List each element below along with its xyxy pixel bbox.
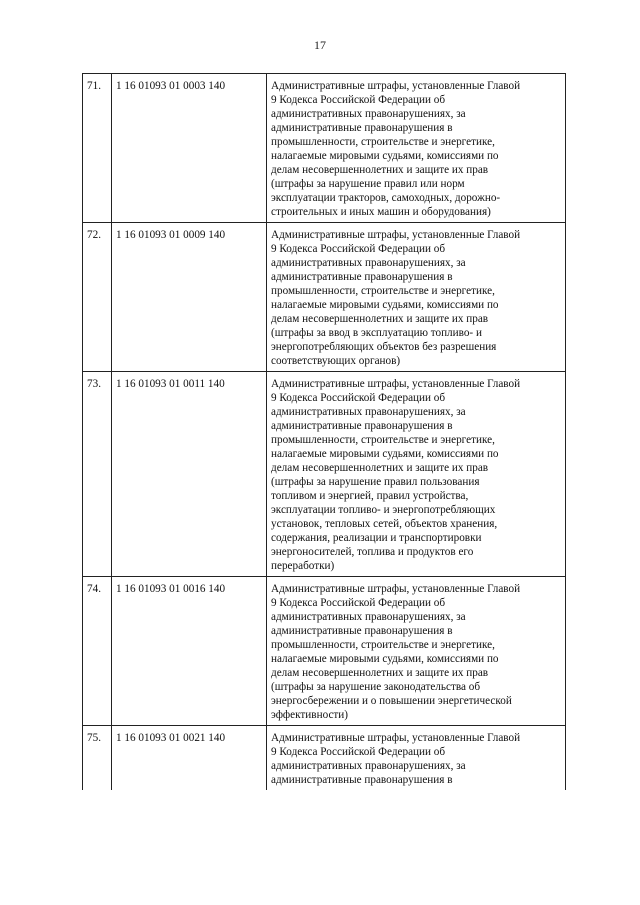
description-line: 9 Кодекса Российской Федерации об [271, 597, 446, 609]
description-line: делам несовершеннолетних и защите их прав [271, 462, 489, 474]
description-line: налагаемые мировыми судьями, комиссиями по [271, 150, 499, 162]
row-number: 71. [83, 74, 112, 223]
description-line: (штрафы за нарушение законодательства об [271, 681, 481, 693]
description-line: 9 Кодекса Российской Федерации об [271, 94, 446, 106]
description-line: эксплуатации топливо- и энергопотребляющих [271, 504, 496, 516]
description-line: (штрафы за нарушение правил пользования [271, 476, 480, 488]
row-number: 72. [83, 223, 112, 372]
description-line: административные правонарушения в [271, 625, 453, 637]
description-line: Административные штрафы, установленные Главой [271, 583, 521, 595]
description-line: энергосбережении и о повышении энергетической [271, 695, 512, 707]
description-line: 9 Кодекса Российской Федерации об [271, 746, 446, 758]
description-line: строительных и иных машин и оборудования) [271, 206, 491, 218]
description-line: промышленности, строительстве и энергетике, [271, 285, 495, 297]
description-line: делам несовершеннолетних и защите их прав [271, 313, 489, 325]
description-line: налагаемые мировыми судьями, комиссиями по [271, 299, 499, 311]
row-description [267, 726, 566, 791]
description-line: эффективности) [271, 709, 349, 721]
description-line: административных правонарушениях, за [271, 108, 466, 120]
description-line: энергоносителей, топлива и продуктов его [271, 546, 474, 558]
description-line: делам несовершеннолетних и защите их прав [271, 164, 489, 176]
description-line: административных правонарушениях, за [271, 406, 466, 418]
table-row [83, 577, 566, 726]
row-number: 73. [83, 372, 112, 577]
budget-code: 1 16 01093 01 0011 140 [112, 372, 267, 577]
description-line: 9 Кодекса Российской Федерации об [271, 392, 446, 404]
description-line: налагаемые мировыми судьями, комиссиями по [271, 653, 499, 665]
budget-codes-table [82, 73, 566, 790]
description-line: энергопотребляющих объектов без разрешения [271, 341, 497, 353]
description-line: топливом и энергией, правил устройства, [271, 490, 469, 502]
row-number: 75. [83, 726, 112, 791]
description-line: административных правонарушениях, за [271, 611, 466, 623]
description-line: делам несовершеннолетних и защите их прав [271, 667, 489, 679]
description-line: административные правонарушения в [271, 774, 453, 786]
description-line: Административные штрафы, установленные Главой [271, 378, 521, 390]
budget-code: 1 16 01093 01 0016 140 [112, 577, 267, 726]
description-line: административные правонарушения в [271, 122, 453, 134]
description-line: налагаемые мировыми судьями, комиссиями по [271, 448, 499, 460]
row-description [267, 74, 566, 223]
row-number: 74. [83, 577, 112, 726]
table-row [83, 223, 566, 372]
description-line: эксплуатации тракторов, самоходных, дорожно- [271, 192, 501, 204]
row-description [267, 577, 566, 726]
description-line: административных правонарушениях, за [271, 257, 466, 269]
description-line: административных правонарушениях, за [271, 760, 466, 772]
row-description [267, 223, 566, 372]
page-number: 17 [314, 38, 326, 52]
description-line: (штрафы за нарушение правил или норм [271, 178, 465, 190]
description-line: промышленности, строительстве и энергетике, [271, 639, 495, 651]
table-row [83, 74, 566, 223]
description-line: административные правонарушения в [271, 271, 453, 283]
table-row [83, 372, 566, 577]
description-line: промышленности, строительстве и энергетике, [271, 434, 495, 446]
description-line: переработки) [271, 560, 335, 572]
description-line: содержания, реализации и транспортировки [271, 532, 482, 544]
description-line: установок, тепловых сетей, объектов хранения, [271, 518, 498, 530]
description-line: Административные штрафы, установленные Главой [271, 732, 521, 744]
budget-code: 1 16 01093 01 0021 140 [112, 726, 267, 791]
description-line: промышленности, строительстве и энергетике, [271, 136, 495, 148]
budget-code: 1 16 01093 01 0009 140 [112, 223, 267, 372]
description-line: административные правонарушения в [271, 420, 453, 432]
description-line: соответствующих органов) [271, 355, 401, 367]
description-line: Административные штрафы, установленные Главой [271, 229, 521, 241]
description-line: (штрафы за ввод в эксплуатацию топливо- и [271, 327, 482, 339]
table-row [83, 726, 566, 791]
row-description [267, 372, 566, 577]
budget-code: 1 16 01093 01 0003 140 [112, 74, 267, 223]
description-line: 9 Кодекса Российской Федерации об [271, 243, 446, 255]
description-line: Административные штрафы, установленные Главой [271, 80, 521, 92]
